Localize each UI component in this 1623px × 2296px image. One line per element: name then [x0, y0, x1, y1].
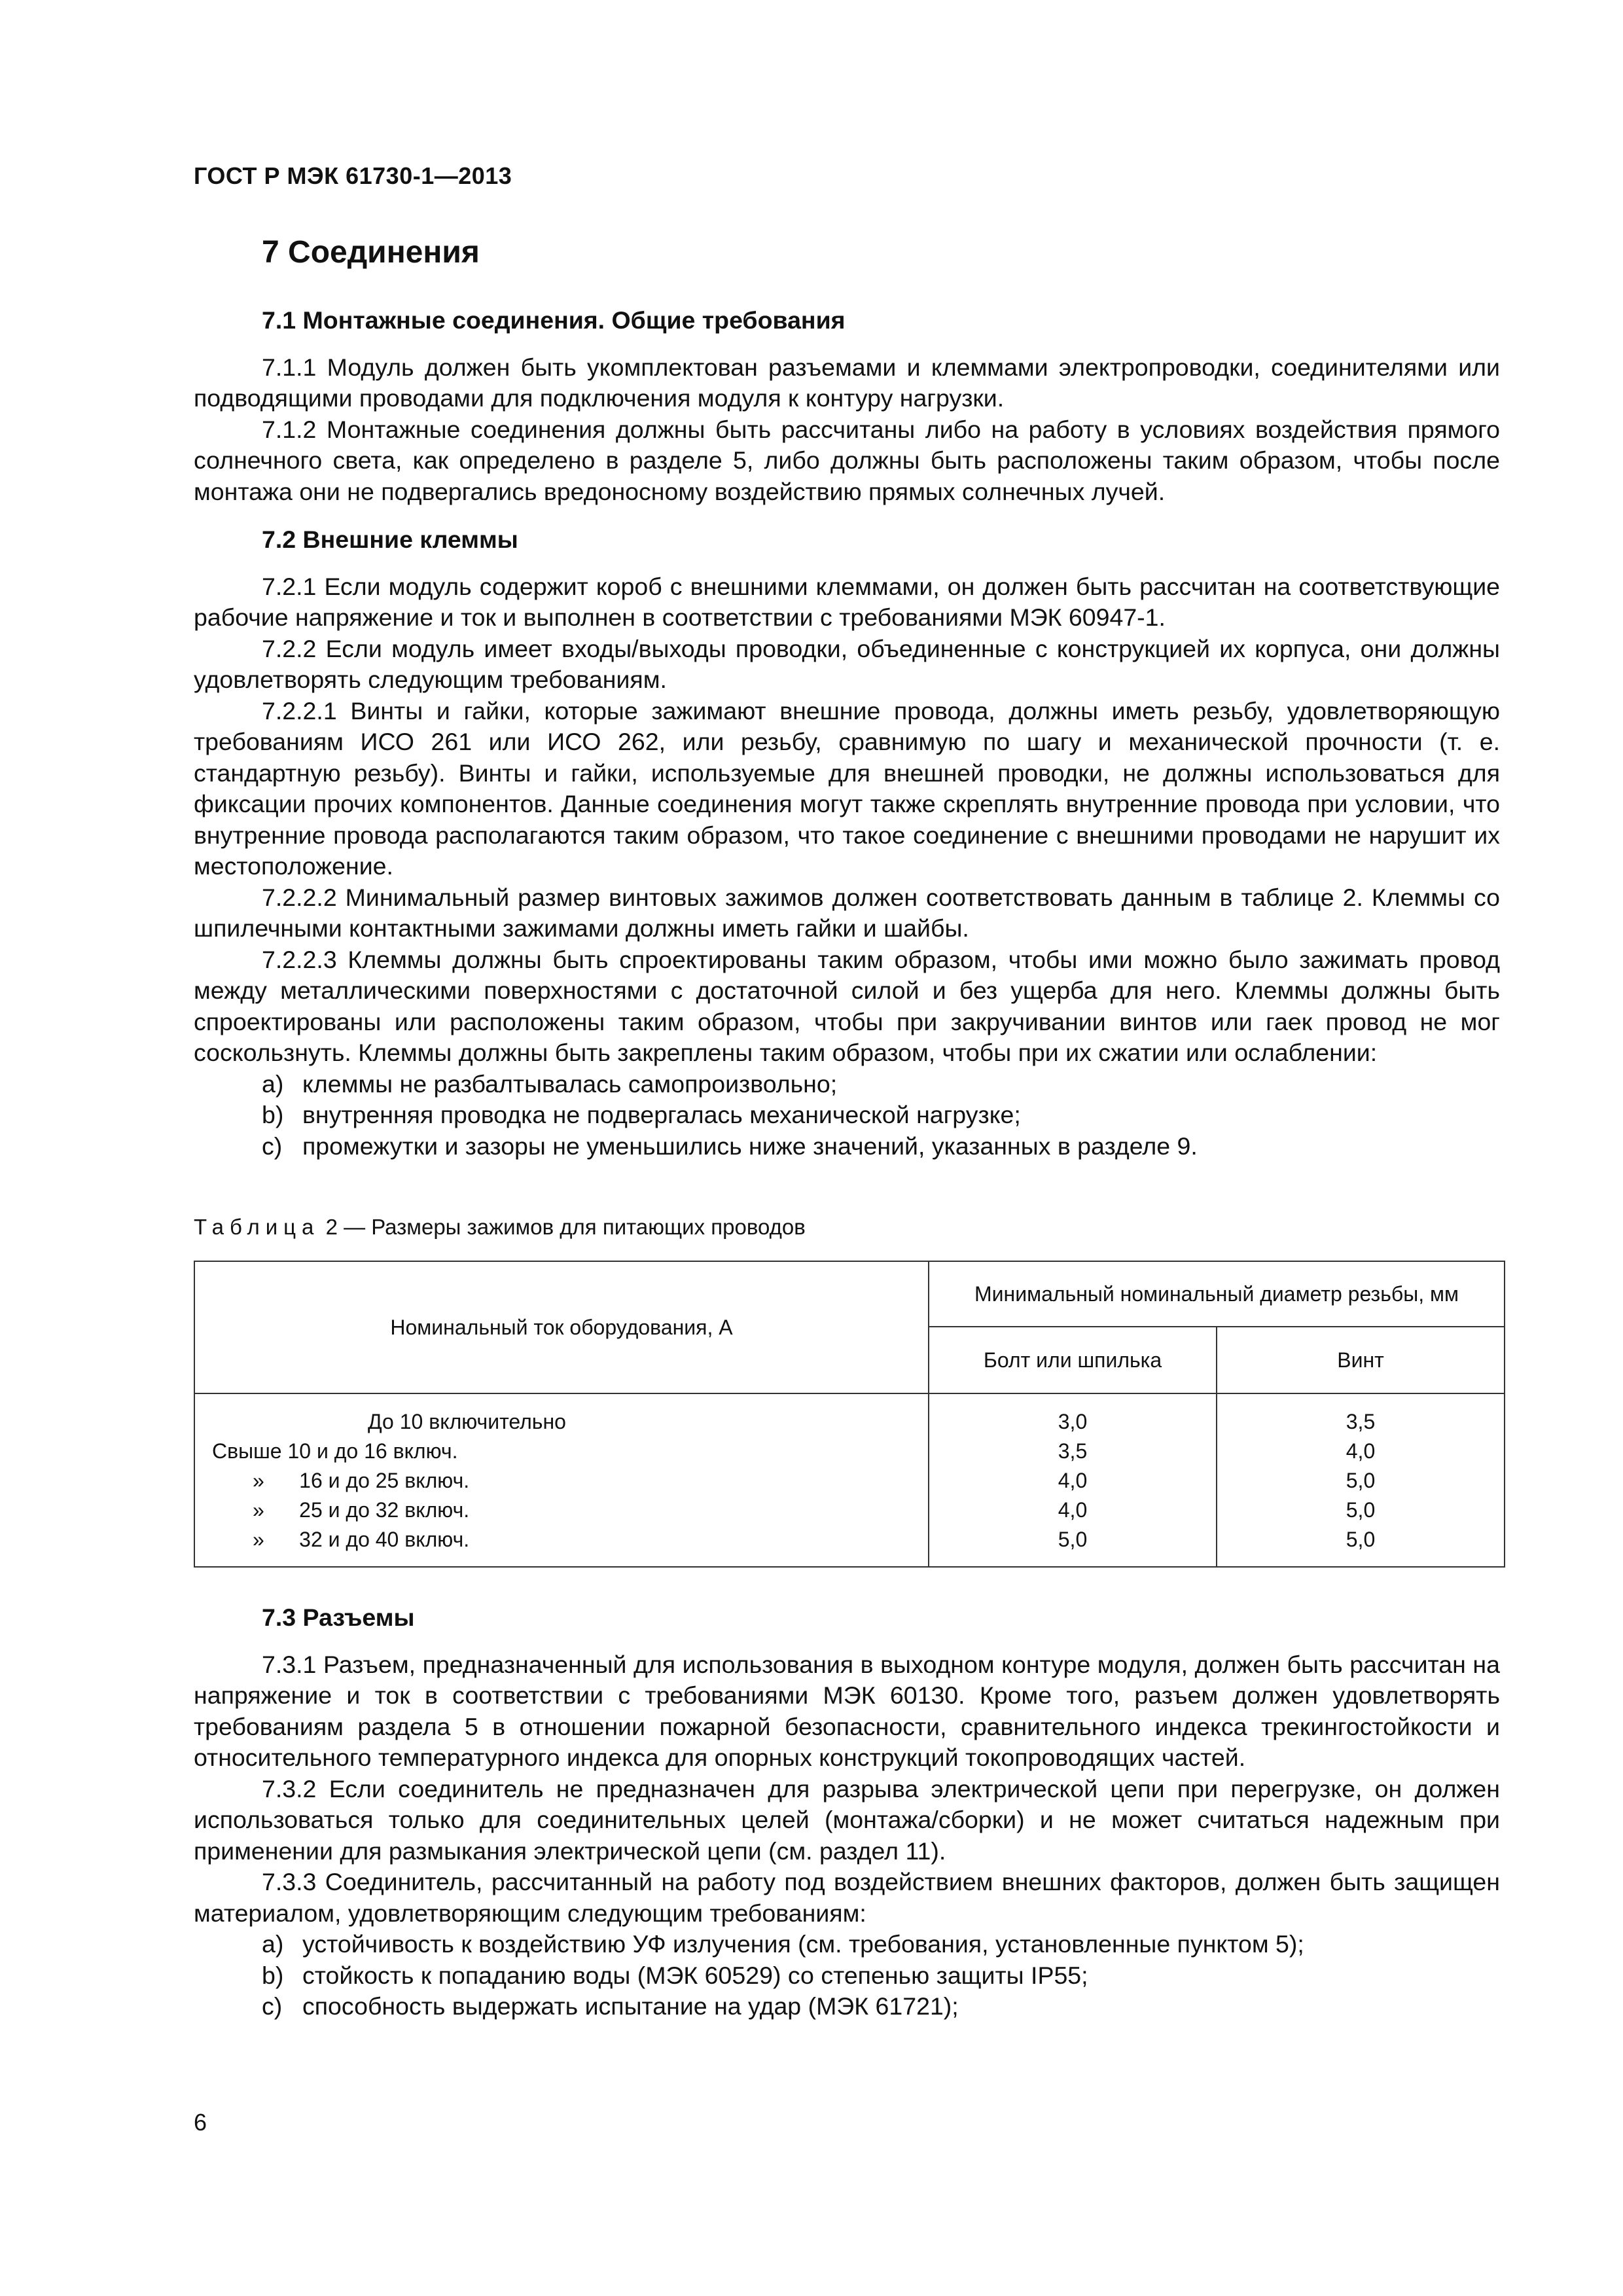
page-number: 6: [194, 2109, 207, 2136]
paragraph-7-2-2-1: 7.2.2.1 Винты и гайки, которые зажимают внешние провода, должны иметь резьбу, удовлетворяющую требованиям ИСО 261 или ИСО 262, или резьбу, сравнимую по шагу и механической прочности (т. е. стандартную резьбу). Винты и гайки, используемые для внешней проводки, не должны использоваться для фиксации прочих компонентов. Данные соединения могут также скреплять внутренние провода при условии, что внутренние провода располагаются таким образом, что такое соединение с внешними проводами не нарушит их местоположение.: [194, 696, 1500, 880]
table-cell-current: До 10 включительно: [368, 1410, 566, 1433]
subsection-title-7-2: 7.2 Внешние клеммы: [262, 526, 518, 553]
list-item: a) устойчивость к воздействию УФ излучения (см. требования, установленные пунктом 5);: [262, 1930, 1304, 1958]
screw-values-cell: [1217, 1393, 1505, 1567]
table-cell-screw: 4,0: [1346, 1439, 1376, 1463]
subsection-title-7-3: 7.3 Разъемы: [262, 1604, 415, 1631]
terminal-size-table: [194, 1261, 1505, 1568]
table-caption-label: Таблица: [194, 1215, 320, 1239]
table-cell-bolt: 5,0: [1058, 1528, 1088, 1551]
list-item: b) внутренняя проводка не подвергалась механической нагрузке;: [262, 1101, 1021, 1128]
section-title: 7 Соединения: [262, 235, 480, 270]
section-7-1-7-2: [194, 305, 1500, 1162]
table-header-current: Номинальный ток оборудования, А: [194, 1261, 929, 1393]
paragraph-7-3-3: 7.3.3 Соединитель, рассчитанный на работу под воздействием внешних факторов, должен быть защищен материалом, удовлетворяющим следующим требованиям:: [194, 1868, 1500, 1927]
paragraph-7-2-2: 7.2.2 Если модуль имеет входы/выходы проводки, объединенные с конструкцией их корпуса, они должны удовлетворять следующим требованиям.: [194, 634, 1500, 693]
paragraph-7-3-2: 7.3.2 Если соединитель не предназначен для разрыва электрической цепи при перегрузке, он должен использоваться только для соединительных целей (монтажа/сборки) и не может считаться надежным при применении для размыкания электрической цепи (см. раздел 11).: [194, 1774, 1500, 1865]
table-header-thread-group: Минимальный номинальный диаметр резьбы, мм: [929, 1261, 1505, 1327]
current-ranges-cell: [194, 1393, 929, 1567]
table-cell-screw: 5,0: [1346, 1498, 1376, 1522]
table-cell-current: Свыше 10 и до 16 включ.: [212, 1439, 458, 1463]
paragraph-7-1-2: 7.1.2 Монтажные соединения должны быть рассчитаны либо на работу в условиях воздействия прямого солнечного света, как определено в разделе 5, либо должны быть расположены таким образом, чтобы после монтажа они не подвергались вредоносному воздействию прямых солнечных лучей.: [194, 415, 1500, 505]
list-item: b) стойкость к попаданию воды (МЭК 60529) со степенью защиты IP55;: [262, 1961, 1088, 1989]
table-cell-screw: 3,5: [1346, 1410, 1376, 1433]
table-caption: [194, 1215, 806, 1240]
table-cell-current: » 16 и до 25 включ.: [253, 1469, 470, 1492]
list-item: c) способность выдержать испытание на удар (МЭК 61721);: [262, 1992, 959, 2020]
table-body-row: [194, 1393, 1505, 1567]
paragraph-7-3-1: 7.3.1 Разъем, предназначенный для использования в выходном контуре модуля, должен быть рассчитан на напряжение и ток в соответствии с требованиями МЭК 60130. Кроме того, разъем должен удовлетворять требованиям раздела 5 в отношении пожарной безопасности, сравнительного индекса трекингостойкости и относительного температурного индекса для опорных конструкций токопроводящих частей.: [194, 1650, 1500, 1771]
list-item: c) промежутки и зазоры не уменьшились ниже значений, указанных в разделе 9.: [262, 1132, 1198, 1160]
table-cell-screw: 5,0: [1346, 1528, 1376, 1551]
table-cell-bolt: 4,0: [1058, 1498, 1088, 1522]
table-cell-screw: 5,0: [1346, 1469, 1376, 1492]
standard-header: ГОСТ Р МЭК 61730-1—2013: [194, 162, 512, 189]
table-header-bolt: Болт или шпилька: [929, 1327, 1217, 1393]
subsection-title-7-1: 7.1 Монтажные соединения. Общие требования: [262, 306, 846, 334]
paragraph-7-2-2-3: 7.2.2.3 Клеммы должны быть спроектированы таким образом, чтобы ими можно было зажимать провод между металлическими поверхностями с достаточной силой и без ущерба для него. Клеммы должны быть спроектированы или расположены таким образом, чтобы при закручивании винтов или гаек провод не мог соскользнуть. Клеммы должны быть закреплены таким образом, чтобы при их сжатии или ослаблении:: [194, 945, 1500, 1066]
table-cell-bolt: 4,0: [1058, 1469, 1088, 1492]
list-item: a) клеммы не разбалтывалась самопроизвольно;: [262, 1069, 838, 1098]
section-7-3: [194, 1602, 1500, 2022]
table-cell-current: » 25 и до 32 включ.: [253, 1498, 470, 1522]
paragraph-7-1-1: 7.1.1 Модуль должен быть укомплектован разъемами и клеммами электропроводки, соединителями или подводящими проводами для подключения модуля к контуру нагрузки.: [194, 353, 1500, 412]
table-cell-bolt: 3,5: [1058, 1439, 1088, 1463]
bolt-values-cell: [929, 1393, 1217, 1567]
paragraph-7-2-1: 7.2.1 Если модуль содержит короб с внешними клеммами, он должен быть рассчитан на соответствующие рабочие напряжение и ток и выполнен в соответствии с требованиями МЭК 60947-1.: [194, 572, 1500, 631]
table-header-screw: Винт: [1217, 1327, 1505, 1393]
table-cell-bolt: 3,0: [1058, 1410, 1088, 1433]
table-cell-current: » 32 и до 40 включ.: [253, 1528, 470, 1551]
table-caption-text: 2 — Размеры зажимов для питающих проводов: [325, 1215, 806, 1239]
paragraph-7-2-2-2: 7.2.2.2 Минимальный размер винтовых зажимов должен соответствовать данным в таблице 2. Клеммы со шпилечными контактными зажимами должны иметь гайки и шайбы.: [194, 883, 1500, 942]
